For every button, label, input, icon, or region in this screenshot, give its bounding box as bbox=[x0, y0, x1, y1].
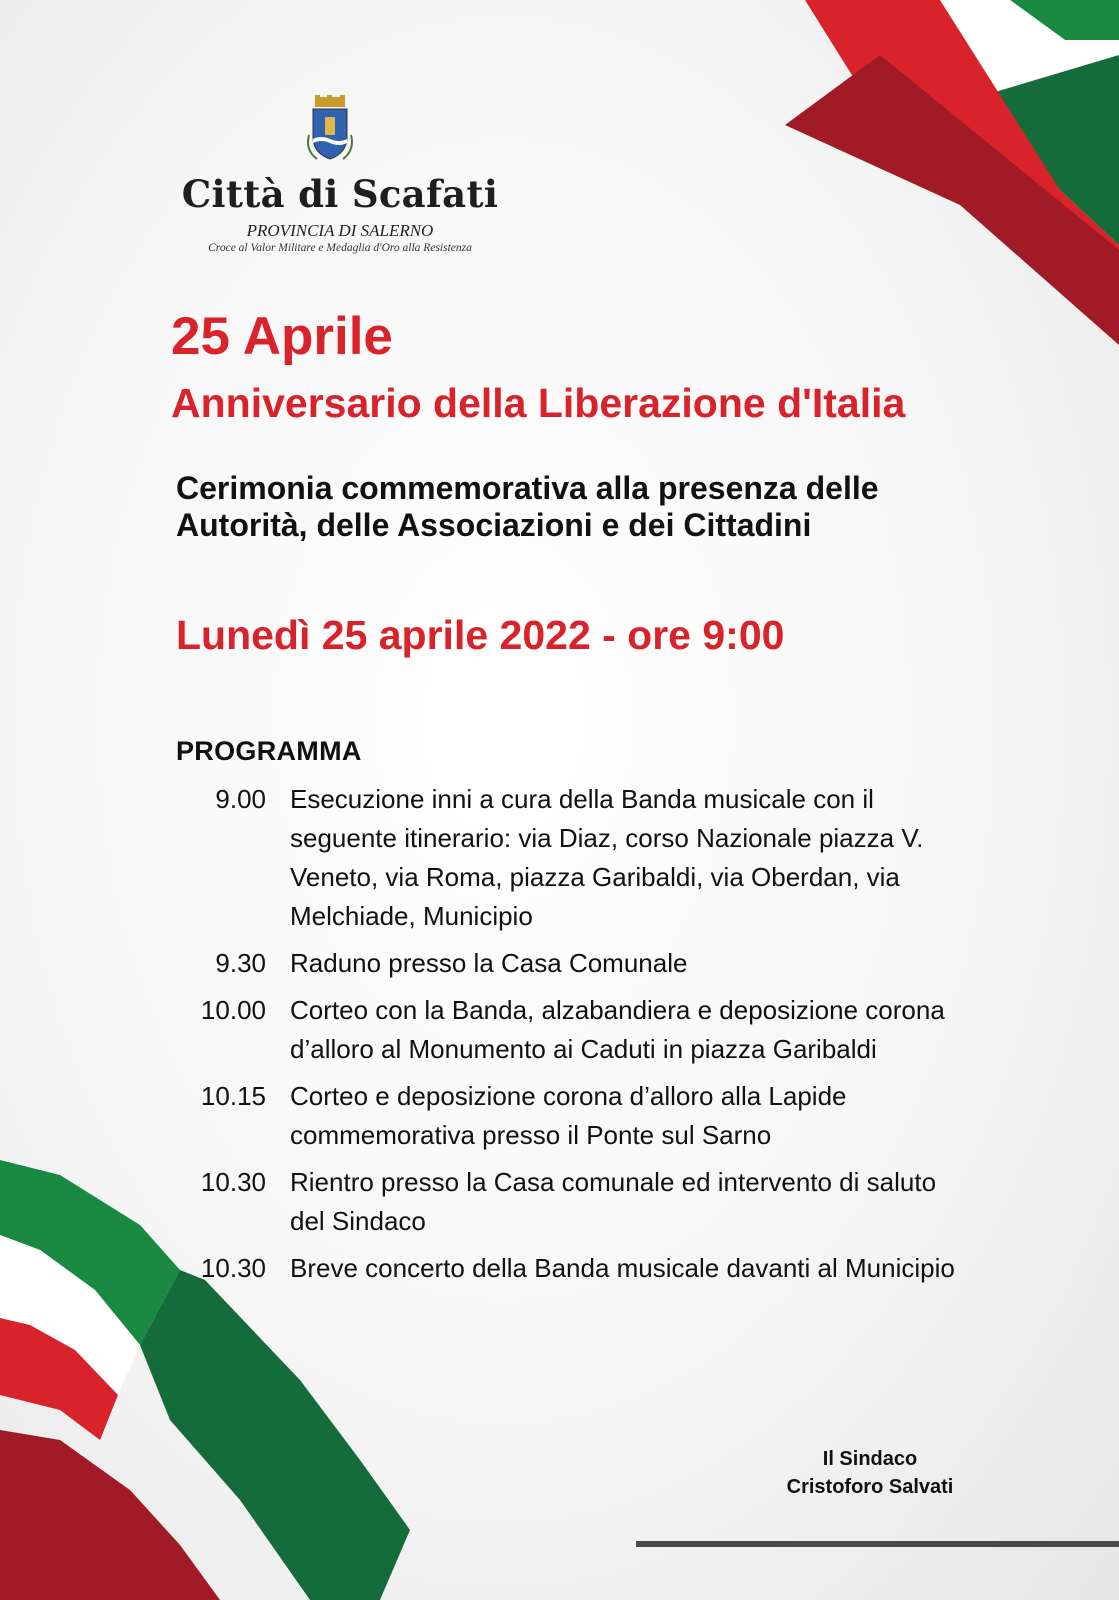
program-time: 9.30 bbox=[215, 948, 266, 978]
program-time: 10.15 bbox=[200, 1081, 266, 1111]
coat-of-arms-icon bbox=[305, 95, 355, 165]
programma-heading: PROGRAMMA bbox=[176, 736, 362, 766]
programma-list bbox=[176, 780, 996, 1296]
program-description: Corteo e deposizione corona d’alloro alla Lapide commemorativa presso il Ponte sul Sarno bbox=[290, 1081, 847, 1150]
event-title: 25 Aprile bbox=[171, 307, 393, 366]
program-description: Esecuzione inni a cura della Banda musicale con il seguente itinerario: via Diaz, corso Nazionale piazza V. Veneto, via Roma, piazza Garibaldi, via Oberdan, via Melchiade, Municipio bbox=[290, 784, 924, 931]
signature-name: Cristoforo Salvati bbox=[786, 1476, 954, 1498]
event-subtitle: Anniversario della Liberazione d'Italia bbox=[171, 380, 906, 426]
signature-block bbox=[740, 1445, 1000, 1501]
program-description: Raduno presso la Casa Comunale bbox=[290, 948, 688, 978]
ribbon-red-fold-bottom bbox=[0, 1430, 220, 1600]
list-item bbox=[176, 1077, 996, 1155]
list-item bbox=[176, 1249, 996, 1288]
list-item bbox=[176, 991, 996, 1069]
program-description: Corteo con la Banda, alzabandiera e deposizione corona d’alloro al Monumento ai Caduti in piazza Garibaldi bbox=[290, 995, 945, 1064]
program-time: 10.00 bbox=[200, 995, 266, 1025]
program-time: 10.30 bbox=[200, 1253, 266, 1283]
ceremony-description: Cerimonia commemorativa alla presenza delle Autorità, delle Associazioni e dei Cittadini bbox=[176, 470, 879, 543]
signature-role: Il Sindaco bbox=[822, 1448, 918, 1470]
program-time: 9.00 bbox=[215, 784, 266, 814]
program-description: Breve concerto della Banda musicale davanti al Municipio bbox=[290, 1253, 955, 1283]
program-time: 10.30 bbox=[200, 1167, 266, 1197]
city-name: Città di Scafati bbox=[181, 172, 499, 216]
list-item bbox=[176, 780, 996, 936]
program-description: Rientro presso la Casa comunale ed intervento di saluto del Sindaco bbox=[290, 1167, 937, 1236]
province-name: PROVINCIA DI SALERNO bbox=[246, 221, 434, 240]
signature-line bbox=[636, 1541, 1119, 1547]
city-motto: Croce al Valor Militare e Medaglia d'Oro alla Resistenza bbox=[208, 242, 472, 254]
event-datetime: Lunedì 25 aprile 2022 - ore 9:00 bbox=[176, 612, 785, 658]
list-item bbox=[176, 1163, 996, 1241]
list-item bbox=[176, 944, 996, 983]
